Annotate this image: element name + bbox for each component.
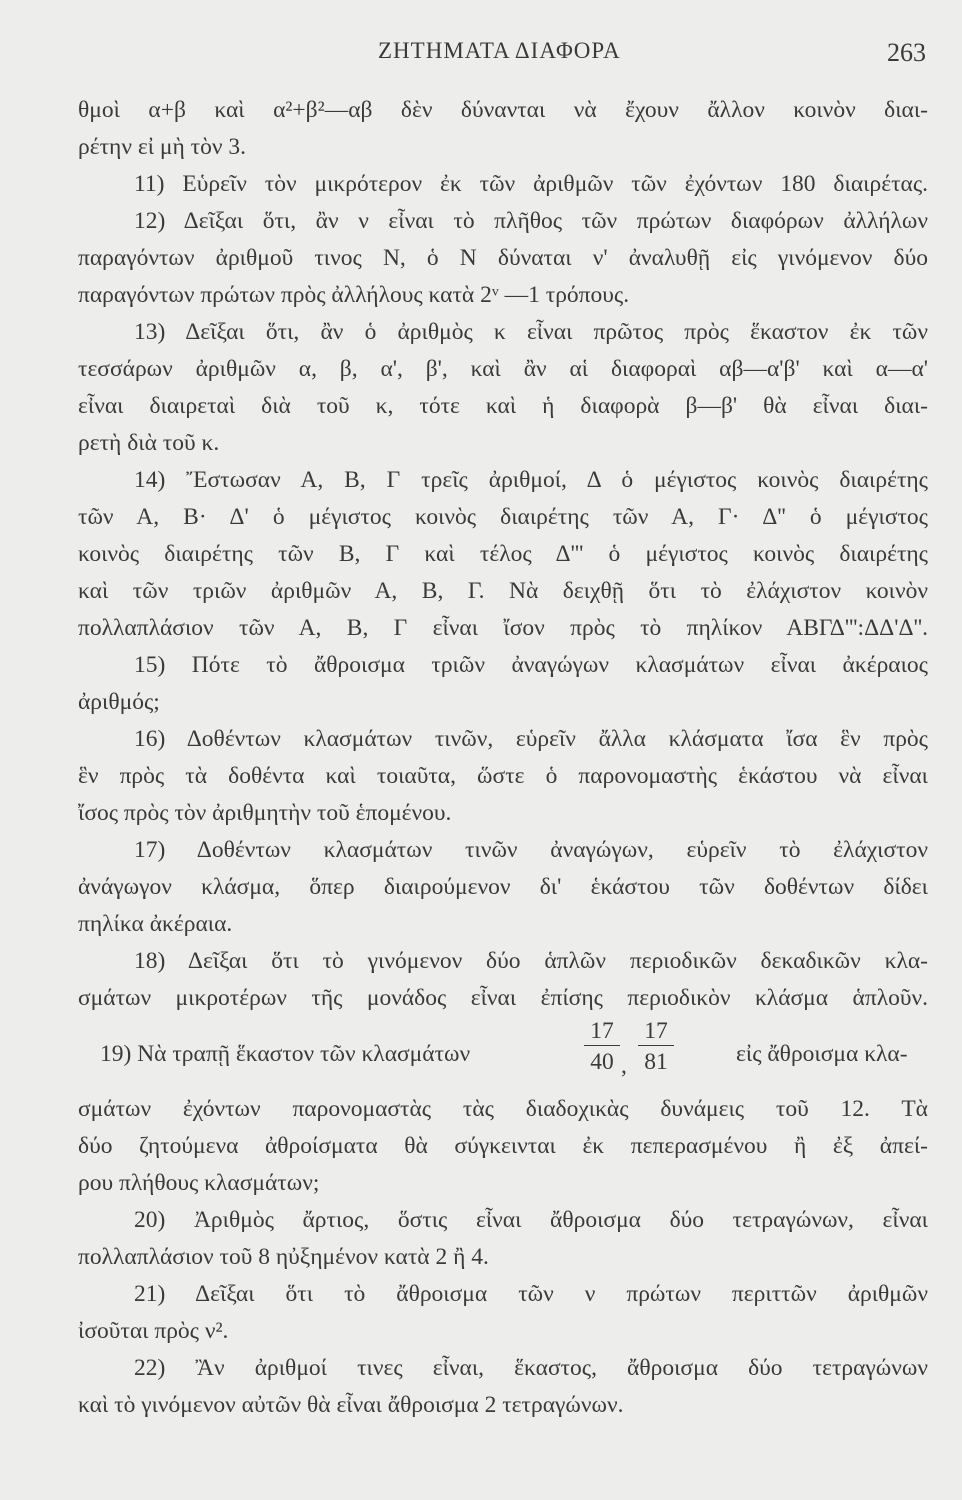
text-line: σμάτων μικροτέρων τῆς μονάδος εἶναι ἐπίσης περιοδικὸν κλάσμα ἁπλοῦν. xyxy=(78,985,928,1011)
text-line: 20) Ἀριθμὸς ἄρτιος, ὅστις εἶναι ἄθροισμα δύο τετραγώνων, εἶναι xyxy=(134,1207,928,1233)
text-line: ἀνάγωγον κλάσμα, ὅπερ διαιρούμενον δι' ἑκάστου τῶν δοθέντων δίδει xyxy=(78,874,928,900)
text-line: δύο ζητούμενα ἀθροίσματα θὰ σύγκεινται ἐκ πεπερασμένου ἢ ἐξ ἀπεί- xyxy=(78,1133,928,1159)
fraction-line-lead-text: 19) Νὰ τραπῇ ἕκαστον τῶν κλασμάτων xyxy=(100,1041,471,1067)
text-line: καὶ τῶν τριῶν ἀριθμῶν Α, Β, Γ. Νὰ δειχθῇ ὅτι τὸ ἐλάχιστον κοινὸν xyxy=(78,578,928,604)
page-number: 263 xyxy=(887,38,926,67)
fraction-separator: , xyxy=(621,1053,627,1079)
fraction-17-81 xyxy=(638,1017,674,1076)
text-line: ἰσοῦται πρὸς ν². xyxy=(78,1318,229,1344)
text-line: καὶ τὸ γινόμενον αὐτῶν θὰ εἶναι ἄθροισμα 2 τετραγώνων. xyxy=(78,1392,624,1418)
fraction-numerator: 17 xyxy=(638,1017,674,1046)
text-line: 13) Δεῖξαι ὅτι, ἂν ὁ ἀριθμὸς κ εἶναι πρῶτος πρὸς ἕκαστον ἐκ τῶν xyxy=(134,319,928,345)
fraction-numerator: 17 xyxy=(584,1017,620,1046)
fraction-denominator: 40 xyxy=(590,1049,614,1075)
text-line: ἀριθμός; xyxy=(78,689,160,715)
text-line: ρετὴ διὰ τοῦ κ. xyxy=(78,430,220,456)
text-line: τεσσάρων ἀριθμῶν α, β, α', β', καὶ ἂν αἱ διαφοραὶ αβ—α'β' καὶ α—α' xyxy=(78,356,928,382)
page-header xyxy=(0,38,962,72)
text-line: πηλίκα ἀκέραια. xyxy=(78,911,233,937)
text-line: 18) Δεῖξαι ὅτι τὸ γινόμενον δύο ἁπλῶν περιοδικῶν δεκαδικῶν κλα- xyxy=(134,948,928,974)
text-block-exercises-19-22 xyxy=(78,1091,928,1424)
text-line: κοινὸς διαιρέτης τῶν Β, Γ καὶ τέλος Δ''' ὁ μέγιστος κοινὸς διαιρέτης xyxy=(78,541,928,567)
fraction-17-40 xyxy=(584,1017,620,1076)
text-line: θμοὶ α+β καὶ α²+β²—αβ δὲν δύνανται νὰ ἔχουν ἄλλον κοινὸν διαι- xyxy=(78,97,928,123)
fraction-denominator: 81 xyxy=(644,1049,668,1075)
text-line: εἶναι διαιρεταὶ διὰ τοῦ κ, τότε καὶ ἡ διαφορὰ β—β' θὰ εἶναι διαι- xyxy=(78,393,928,419)
text-line: ρέτην εἰ μὴ τὸν 3. xyxy=(78,134,246,160)
text-line: 17) Δοθέντων κλασμάτων τινῶν ἀναγώγων, εὑρεῖν τὸ ἐλάχιστον xyxy=(134,837,928,863)
text-line: 21) Δεῖξαι ὅτι τὸ ἄθροισμα τῶν ν πρώτων περιττῶν ἀριθμῶν xyxy=(134,1281,928,1307)
text-line: παραγόντων ἀριθμοῦ τινος Ν, ὁ Ν δύναται ν' ἀναλυθῇ εἰς γινόμενον δύο xyxy=(78,245,928,271)
page-body xyxy=(78,92,928,1424)
text-line: ἴσος πρὸς τὸν ἀριθμητὴν τοῦ ἑπομένου. xyxy=(78,800,452,826)
text-line: 12) Δεῖξαι ὅτι, ἂν ν εἶναι τὸ πλῆθος τῶν πρώτων διαφόρων ἀλλήλων xyxy=(134,208,928,234)
text-block-exercises-11-18 xyxy=(78,92,928,1017)
text-line: 16) Δοθέντων κλασμάτων τινῶν, εὑρεῖν ἄλλα κλάσματα ἴσα ἓν πρὸς xyxy=(134,726,928,752)
running-title: ΖΗΤΗΜΑΤΑ ΔΙΑΦΟΡΑ xyxy=(378,38,621,63)
text-line: ἓν πρὸς τὰ δοθέντα καὶ τοιαῦτα, ὥστε ὁ παρονομαστὴς ἑκάστου νὰ εἶναι xyxy=(78,763,928,789)
text-line: τῶν Α, Β· Δ' ὁ μέγιστος κοινὸς διαιρέτης τῶν Α, Γ· Δ'' ὁ μέγιστος xyxy=(78,504,928,530)
exercise-19-fraction-line xyxy=(78,1017,928,1091)
text-line: 22) Ἂν ἀριθμοί τινες εἶναι, ἕκαστος, ἄθροισμα δύο τετραγώνων xyxy=(134,1355,928,1381)
text-line: ρου πλήθους κλασμάτων; xyxy=(78,1170,320,1196)
text-line: 14) Ἔστωσαν Α, Β, Γ τρεῖς ἀριθμοί, Δ ὁ μέγιστος κοινὸς διαιρέτης xyxy=(134,467,928,493)
text-line: σμάτων ἐχόντων παρονομαστὰς τὰς διαδοχικὰς δυνάμεις τοῦ 12. Τὰ xyxy=(78,1096,928,1122)
text-line: 15) Πότε τὸ ἄθροισμα τριῶν ἀναγώγων κλασμάτων εἶναι ἀκέραιος xyxy=(134,652,928,678)
text-line: παραγόντων πρώτων πρὸς ἀλλήλους κατὰ 2ᵛ —1 τρόπους. xyxy=(78,282,630,308)
text-line: πολλαπλάσιον τοῦ 8 ηὐξημένον κατὰ 2 ἢ 4. xyxy=(78,1244,489,1270)
fraction-line-trail-text: εἰς ἄθροισμα κλα- xyxy=(736,1041,908,1067)
text-line: πολλαπλάσιον τῶν Α, Β, Γ εἶναι ἴσον πρὸς τὸ πηλίκον ΑΒΓΔ''':ΔΔ'Δ''. xyxy=(78,615,928,641)
text-line: 11) Εὑρεῖν τὸν μικρότερον ἐκ τῶν ἀριθμῶν τῶν ἐχόντων 180 διαιρέτας. xyxy=(134,171,928,197)
